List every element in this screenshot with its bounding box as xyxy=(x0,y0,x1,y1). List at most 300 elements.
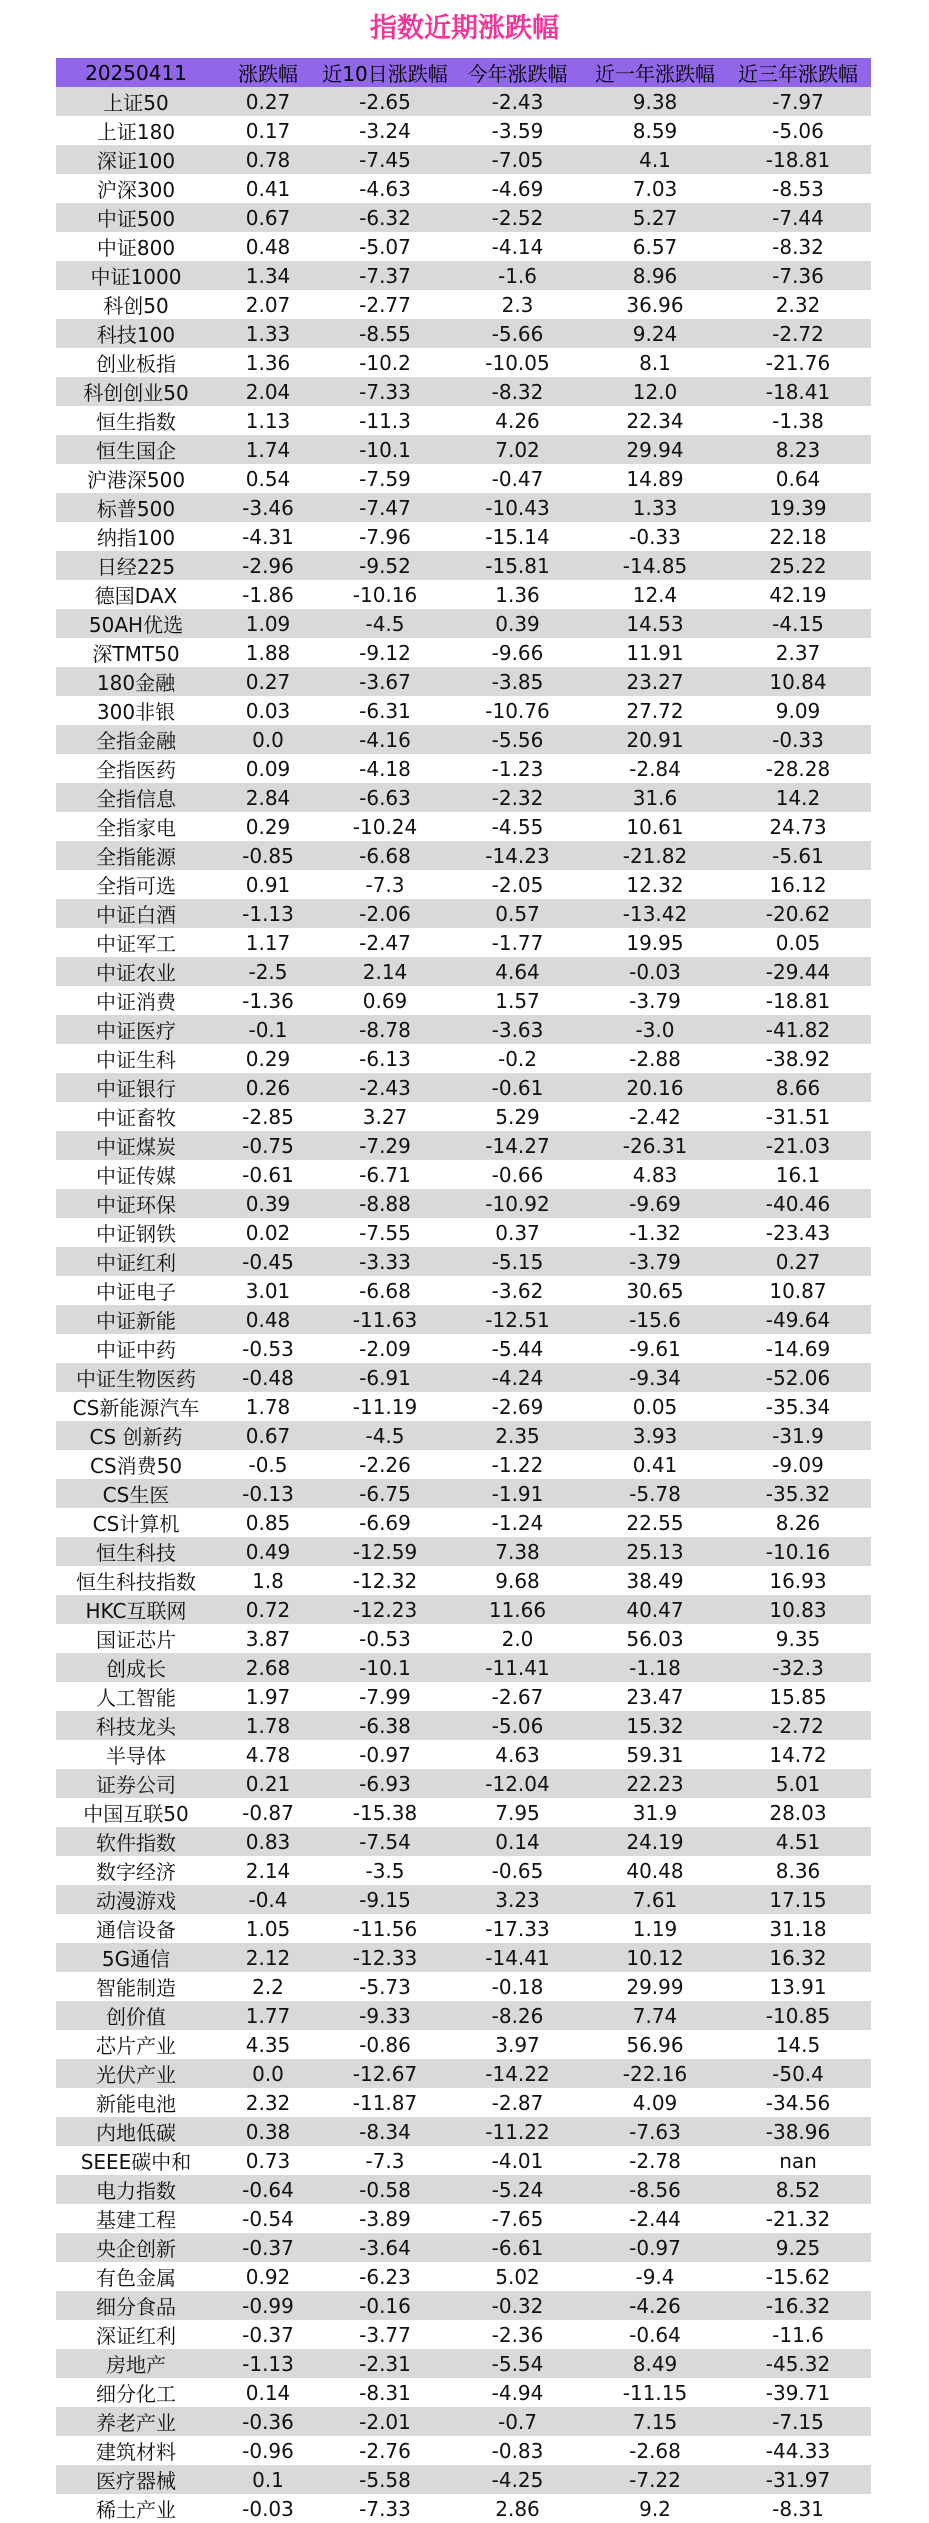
ytd-change-cell: -8.32 xyxy=(450,377,585,406)
index-name-cell: 深证100 xyxy=(56,145,216,174)
change-3year-cell: 0.05 xyxy=(725,928,871,957)
change-1year-cell: -22.16 xyxy=(585,2059,725,2088)
daily-change-cell: 0.38 xyxy=(216,2117,320,2146)
daily-change-cell: -2.5 xyxy=(216,957,320,986)
change-1year-cell: 7.15 xyxy=(585,2407,725,2436)
change-3year-cell: -52.06 xyxy=(725,1363,871,1392)
change-3year-cell: -8.32 xyxy=(725,232,871,261)
daily-change-cell: 0.1 xyxy=(216,2465,320,2494)
change-3year-cell: -21.03 xyxy=(725,1131,871,1160)
change-10day-cell: -2.47 xyxy=(320,928,450,957)
change-10day-cell: -3.33 xyxy=(320,1247,450,1276)
daily-change-cell: 0.29 xyxy=(216,812,320,841)
daily-change-cell: -2.96 xyxy=(216,551,320,580)
change-1year-cell: -2.68 xyxy=(585,2436,725,2465)
index-name-cell: CS生医 xyxy=(56,1479,216,1508)
change-3year-cell: -18.41 xyxy=(725,377,871,406)
table-row xyxy=(56,1392,871,1421)
daily-change-cell: 1.13 xyxy=(216,406,320,435)
table-row xyxy=(56,203,871,232)
table-row xyxy=(56,2262,871,2291)
change-3year-cell: 28.03 xyxy=(725,1798,871,1827)
change-1year-cell: -7.63 xyxy=(585,2117,725,2146)
change-1year-cell: -7.22 xyxy=(585,2465,725,2494)
ytd-change-cell: -15.81 xyxy=(450,551,585,580)
ytd-change-cell: -2.52 xyxy=(450,203,585,232)
table-row xyxy=(56,1479,871,1508)
daily-change-cell: -0.36 xyxy=(216,2407,320,2436)
change-3year-cell: -20.62 xyxy=(725,899,871,928)
change-3year-cell: -8.31 xyxy=(725,2494,871,2523)
change-10day-cell: -11.19 xyxy=(320,1392,450,1421)
change-10day-cell: -8.78 xyxy=(320,1015,450,1044)
change-1year-cell: 12.4 xyxy=(585,580,725,609)
table-row xyxy=(56,1218,871,1247)
change-1year-cell: -3.0 xyxy=(585,1015,725,1044)
change-10day-cell: -6.68 xyxy=(320,1276,450,1305)
table-row xyxy=(56,1450,871,1479)
daily-change-cell: 0.03 xyxy=(216,696,320,725)
change-10day-cell: -4.5 xyxy=(320,609,450,638)
change-10day-cell: -8.31 xyxy=(320,2378,450,2407)
change-3year-cell: 16.32 xyxy=(725,1943,871,1972)
change-1year-cell: 4.83 xyxy=(585,1160,725,1189)
change-1year-cell: 23.47 xyxy=(585,1682,725,1711)
ytd-change-cell: 11.66 xyxy=(450,1595,585,1624)
ytd-change-cell: -0.18 xyxy=(450,1972,585,2001)
change-1year-cell: 12.32 xyxy=(585,870,725,899)
ytd-change-cell: 3.97 xyxy=(450,2030,585,2059)
change-1year-cell: -14.85 xyxy=(585,551,725,580)
daily-change-cell: -0.64 xyxy=(216,2175,320,2204)
index-name-cell: 数字经济 xyxy=(56,1856,216,1885)
index-name-cell: 电力指数 xyxy=(56,2175,216,2204)
index-name-cell: 沪深300 xyxy=(56,174,216,203)
daily-change-cell: 0.27 xyxy=(216,667,320,696)
daily-change-cell: -0.45 xyxy=(216,1247,320,1276)
ytd-change-cell: -12.51 xyxy=(450,1305,585,1334)
index-name-cell: 中证红利 xyxy=(56,1247,216,1276)
table-row xyxy=(56,377,871,406)
change-10day-cell: -15.38 xyxy=(320,1798,450,1827)
change-10day-cell: -7.45 xyxy=(320,145,450,174)
change-3year-cell: 14.72 xyxy=(725,1740,871,1769)
ytd-change-cell: -15.14 xyxy=(450,522,585,551)
ytd-change-cell: 0.39 xyxy=(450,609,585,638)
ytd-change-cell: -10.05 xyxy=(450,348,585,377)
change-3year-cell: -5.06 xyxy=(725,116,871,145)
ytd-change-cell: -14.23 xyxy=(450,841,585,870)
change-3year-cell: -11.6 xyxy=(725,2320,871,2349)
table-row xyxy=(56,2233,871,2262)
change-3year-cell: 16.1 xyxy=(725,1160,871,1189)
table-row xyxy=(56,1914,871,1943)
daily-change-cell: -1.86 xyxy=(216,580,320,609)
header-date: 20250411 xyxy=(56,58,216,87)
change-10day-cell: -0.53 xyxy=(320,1624,450,1653)
ytd-change-cell: -5.44 xyxy=(450,1334,585,1363)
change-3year-cell: -18.81 xyxy=(725,145,871,174)
index-name-cell: 中证生科 xyxy=(56,1044,216,1073)
change-10day-cell: -12.33 xyxy=(320,1943,450,1972)
table-row xyxy=(56,1972,871,2001)
ytd-change-cell: -0.7 xyxy=(450,2407,585,2436)
change-3year-cell: 9.35 xyxy=(725,1624,871,1653)
change-1year-cell: -21.82 xyxy=(585,841,725,870)
table-row xyxy=(56,899,871,928)
ytd-change-cell: 3.23 xyxy=(450,1885,585,1914)
change-10day-cell: -9.15 xyxy=(320,1885,450,1914)
change-10day-cell: -10.1 xyxy=(320,1653,450,1682)
change-3year-cell: -21.32 xyxy=(725,2204,871,2233)
table-body xyxy=(56,87,871,2523)
daily-change-cell: 0.85 xyxy=(216,1508,320,1537)
change-10day-cell: -11.63 xyxy=(320,1305,450,1334)
change-10day-cell: -9.12 xyxy=(320,638,450,667)
ytd-change-cell: -5.24 xyxy=(450,2175,585,2204)
daily-change-cell: 0.27 xyxy=(216,87,320,116)
ytd-change-cell: -5.15 xyxy=(450,1247,585,1276)
daily-change-cell: 0.91 xyxy=(216,870,320,899)
change-1year-cell: 3.93 xyxy=(585,1421,725,1450)
change-1year-cell: 8.1 xyxy=(585,348,725,377)
change-1year-cell: 15.32 xyxy=(585,1711,725,1740)
daily-change-cell: 2.07 xyxy=(216,290,320,319)
index-name-cell: 中证环保 xyxy=(56,1189,216,1218)
ytd-change-cell: -0.83 xyxy=(450,2436,585,2465)
daily-change-cell: 0.39 xyxy=(216,1189,320,1218)
ytd-change-cell: 4.26 xyxy=(450,406,585,435)
index-name-cell: 5G通信 xyxy=(56,1943,216,1972)
daily-change-cell: 0.72 xyxy=(216,1595,320,1624)
change-3year-cell: -7.44 xyxy=(725,203,871,232)
table-row xyxy=(56,2030,871,2059)
daily-change-cell: 2.2 xyxy=(216,1972,320,2001)
ytd-change-cell: -4.01 xyxy=(450,2146,585,2175)
table-row xyxy=(56,1827,871,1856)
index-name-cell: 动漫游戏 xyxy=(56,1885,216,1914)
daily-change-cell: 1.09 xyxy=(216,609,320,638)
table-row xyxy=(56,1740,871,1769)
change-1year-cell: 40.47 xyxy=(585,1595,725,1624)
ytd-change-cell: -7.65 xyxy=(450,2204,585,2233)
change-10day-cell: -2.26 xyxy=(320,1450,450,1479)
change-10day-cell: -7.37 xyxy=(320,261,450,290)
table-row xyxy=(56,1334,871,1363)
change-10day-cell: -0.58 xyxy=(320,2175,450,2204)
change-1year-cell: 8.59 xyxy=(585,116,725,145)
change-3year-cell: 13.91 xyxy=(725,1972,871,2001)
change-3year-cell: -45.32 xyxy=(725,2349,871,2378)
change-10day-cell: -4.63 xyxy=(320,174,450,203)
change-1year-cell: 8.49 xyxy=(585,2349,725,2378)
change-1year-cell: 19.95 xyxy=(585,928,725,957)
change-3year-cell: -18.81 xyxy=(725,986,871,1015)
ytd-change-cell: -14.22 xyxy=(450,2059,585,2088)
change-10day-cell: -10.16 xyxy=(320,580,450,609)
index-name-cell: 中国互联50 xyxy=(56,1798,216,1827)
table-row xyxy=(56,2059,871,2088)
table-row xyxy=(56,2204,871,2233)
change-10day-cell: -0.86 xyxy=(320,2030,450,2059)
ytd-change-cell: -6.61 xyxy=(450,2233,585,2262)
change-1year-cell: -2.42 xyxy=(585,1102,725,1131)
change-1year-cell: 31.9 xyxy=(585,1798,725,1827)
daily-change-cell: -0.99 xyxy=(216,2291,320,2320)
change-3year-cell: nan xyxy=(725,2146,871,2175)
change-3year-cell: -50.4 xyxy=(725,2059,871,2088)
index-name-cell: 建筑材料 xyxy=(56,2436,216,2465)
index-name-cell: 国证芯片 xyxy=(56,1624,216,1653)
index-name-cell: 光伏产业 xyxy=(56,2059,216,2088)
daily-change-cell: 1.33 xyxy=(216,319,320,348)
change-1year-cell: -1.32 xyxy=(585,1218,725,1247)
ytd-change-cell: -0.66 xyxy=(450,1160,585,1189)
index-name-cell: 上证50 xyxy=(56,87,216,116)
table-row xyxy=(56,1421,871,1450)
table-row xyxy=(56,1044,871,1073)
table-row xyxy=(56,493,871,522)
change-1year-cell: 20.16 xyxy=(585,1073,725,1102)
daily-change-cell: -0.61 xyxy=(216,1160,320,1189)
change-1year-cell: -4.26 xyxy=(585,2291,725,2320)
ytd-change-cell: -1.22 xyxy=(450,1450,585,1479)
change-10day-cell: -3.67 xyxy=(320,667,450,696)
index-name-cell: 德国DAX xyxy=(56,580,216,609)
ytd-change-cell: 4.63 xyxy=(450,1740,585,1769)
table-row xyxy=(56,261,871,290)
index-name-cell: 通信设备 xyxy=(56,1914,216,1943)
change-3year-cell: 5.01 xyxy=(725,1769,871,1798)
change-1year-cell: 40.48 xyxy=(585,1856,725,1885)
change-10day-cell: -3.5 xyxy=(320,1856,450,1885)
index-name-cell: 全指信息 xyxy=(56,783,216,812)
change-10day-cell: -4.16 xyxy=(320,725,450,754)
index-name-cell: 日经225 xyxy=(56,551,216,580)
change-1year-cell: 0.41 xyxy=(585,1450,725,1479)
change-1year-cell: 0.05 xyxy=(585,1392,725,1421)
daily-change-cell: -4.31 xyxy=(216,522,320,551)
change-3year-cell: -7.36 xyxy=(725,261,871,290)
ytd-change-cell: -3.59 xyxy=(450,116,585,145)
index-name-cell: 恒生科技指数 xyxy=(56,1566,216,1595)
daily-change-cell: 0.29 xyxy=(216,1044,320,1073)
index-name-cell: 科创50 xyxy=(56,290,216,319)
table-row xyxy=(56,2436,871,2465)
change-3year-cell: -44.33 xyxy=(725,2436,871,2465)
page-title: 指数近期涨跌幅 xyxy=(370,13,559,44)
index-name-cell: CS消费50 xyxy=(56,1450,216,1479)
index-name-cell: 基建工程 xyxy=(56,2204,216,2233)
table-row xyxy=(56,1595,871,1624)
change-3year-cell: -14.69 xyxy=(725,1334,871,1363)
header-3year-change: 近三年涨跌幅 xyxy=(725,58,871,87)
daily-change-cell: 0.09 xyxy=(216,754,320,783)
change-10day-cell: -12.59 xyxy=(320,1537,450,1566)
table-row xyxy=(56,2088,871,2117)
daily-change-cell: 0.83 xyxy=(216,1827,320,1856)
index-name-cell: 全指金融 xyxy=(56,725,216,754)
change-3year-cell: 24.73 xyxy=(725,812,871,841)
change-10day-cell: -6.69 xyxy=(320,1508,450,1537)
change-3year-cell: 8.36 xyxy=(725,1856,871,1885)
index-name-cell: 180金融 xyxy=(56,667,216,696)
change-10day-cell: -2.31 xyxy=(320,2349,450,2378)
index-name-cell: 300非银 xyxy=(56,696,216,725)
change-1year-cell: -2.88 xyxy=(585,1044,725,1073)
table-row xyxy=(56,116,871,145)
index-name-cell: 创价值 xyxy=(56,2001,216,2030)
index-name-cell: 中证生物医药 xyxy=(56,1363,216,1392)
change-3year-cell: -35.32 xyxy=(725,1479,871,1508)
daily-change-cell: -0.4 xyxy=(216,1885,320,1914)
change-1year-cell: 24.19 xyxy=(585,1827,725,1856)
ytd-change-cell: -10.43 xyxy=(450,493,585,522)
ytd-change-cell: 0.37 xyxy=(450,1218,585,1247)
table-row xyxy=(56,1856,871,1885)
change-1year-cell: -11.15 xyxy=(585,2378,725,2407)
daily-change-cell: -1.13 xyxy=(216,2349,320,2378)
ytd-change-cell: -1.77 xyxy=(450,928,585,957)
table-row xyxy=(56,319,871,348)
change-1year-cell: -0.33 xyxy=(585,522,725,551)
daily-change-cell: 4.35 xyxy=(216,2030,320,2059)
table-row xyxy=(56,464,871,493)
index-name-cell: 中证消费 xyxy=(56,986,216,1015)
change-10day-cell: -7.3 xyxy=(320,2146,450,2175)
table-header-row xyxy=(56,58,871,87)
table-row xyxy=(56,1885,871,1914)
daily-change-cell: 0.67 xyxy=(216,203,320,232)
index-name-cell: 创成长 xyxy=(56,1653,216,1682)
daily-change-cell: -0.85 xyxy=(216,841,320,870)
ytd-change-cell: 7.02 xyxy=(450,435,585,464)
change-1year-cell: -9.34 xyxy=(585,1363,725,1392)
change-1year-cell: -5.78 xyxy=(585,1479,725,1508)
table-row xyxy=(56,1363,871,1392)
daily-change-cell: 0.48 xyxy=(216,232,320,261)
daily-change-cell: 0.78 xyxy=(216,145,320,174)
table-row xyxy=(56,1160,871,1189)
ytd-change-cell: -2.43 xyxy=(450,87,585,116)
change-10day-cell: -2.06 xyxy=(320,899,450,928)
change-10day-cell: -2.65 xyxy=(320,87,450,116)
change-10day-cell: 3.27 xyxy=(320,1102,450,1131)
change-3year-cell: -28.28 xyxy=(725,754,871,783)
change-1year-cell: -0.97 xyxy=(585,2233,725,2262)
table-row xyxy=(56,1943,871,1972)
change-10day-cell: -6.68 xyxy=(320,841,450,870)
header-ytd-change: 今年涨跌幅 xyxy=(450,58,585,87)
change-3year-cell: -7.15 xyxy=(725,2407,871,2436)
daily-change-cell: 0.17 xyxy=(216,116,320,145)
change-3year-cell: 19.39 xyxy=(725,493,871,522)
change-3year-cell: -9.09 xyxy=(725,1450,871,1479)
table-row xyxy=(56,2117,871,2146)
change-10day-cell: -10.24 xyxy=(320,812,450,841)
index-name-cell: 央企创新 xyxy=(56,2233,216,2262)
daily-change-cell: 4.78 xyxy=(216,1740,320,1769)
change-1year-cell: 14.89 xyxy=(585,464,725,493)
ytd-change-cell: 1.36 xyxy=(450,580,585,609)
change-1year-cell: 56.03 xyxy=(585,1624,725,1653)
table-row xyxy=(56,174,871,203)
change-1year-cell: 38.49 xyxy=(585,1566,725,1595)
daily-change-cell: 1.34 xyxy=(216,261,320,290)
change-10day-cell: -2.77 xyxy=(320,290,450,319)
index-name-cell: 软件指数 xyxy=(56,1827,216,1856)
change-10day-cell: -6.63 xyxy=(320,783,450,812)
change-10day-cell: -6.75 xyxy=(320,1479,450,1508)
ytd-change-cell: -0.65 xyxy=(450,1856,585,1885)
daily-change-cell: 1.97 xyxy=(216,1682,320,1711)
change-1year-cell: 36.96 xyxy=(585,290,725,319)
ytd-change-cell: -0.47 xyxy=(450,464,585,493)
change-10day-cell: -6.13 xyxy=(320,1044,450,1073)
daily-change-cell: -0.53 xyxy=(216,1334,320,1363)
change-3year-cell: -10.16 xyxy=(725,1537,871,1566)
ytd-change-cell: 9.68 xyxy=(450,1566,585,1595)
header-daily-change: 涨跌幅 xyxy=(216,58,320,87)
index-name-cell: 中证新能 xyxy=(56,1305,216,1334)
daily-change-cell: -0.5 xyxy=(216,1450,320,1479)
ytd-change-cell: -8.26 xyxy=(450,2001,585,2030)
index-name-cell: 全指家电 xyxy=(56,812,216,841)
change-10day-cell: -10.1 xyxy=(320,435,450,464)
daily-change-cell: 1.05 xyxy=(216,1914,320,1943)
change-3year-cell: 17.15 xyxy=(725,1885,871,1914)
table-row xyxy=(56,1624,871,1653)
index-name-cell: 中证军工 xyxy=(56,928,216,957)
ytd-change-cell: -0.61 xyxy=(450,1073,585,1102)
table-row xyxy=(56,1566,871,1595)
change-3year-cell: -38.96 xyxy=(725,2117,871,2146)
daily-change-cell: -0.96 xyxy=(216,2436,320,2465)
change-3year-cell: -5.61 xyxy=(725,841,871,870)
change-3year-cell: -49.64 xyxy=(725,1305,871,1334)
change-10day-cell: -8.34 xyxy=(320,2117,450,2146)
change-3year-cell: 10.83 xyxy=(725,1595,871,1624)
ytd-change-cell: -4.55 xyxy=(450,812,585,841)
ytd-change-cell: 0.14 xyxy=(450,1827,585,1856)
change-1year-cell: 7.03 xyxy=(585,174,725,203)
change-3year-cell: 31.18 xyxy=(725,1914,871,1943)
table-row xyxy=(56,435,871,464)
index-name-cell: 证券公司 xyxy=(56,1769,216,1798)
daily-change-cell: 2.68 xyxy=(216,1653,320,1682)
change-1year-cell: -1.18 xyxy=(585,1653,725,1682)
change-10day-cell: -0.16 xyxy=(320,2291,450,2320)
change-10day-cell: -7.33 xyxy=(320,377,450,406)
change-1year-cell: 6.57 xyxy=(585,232,725,261)
table-row xyxy=(56,1508,871,1537)
change-10day-cell: -10.2 xyxy=(320,348,450,377)
change-10day-cell: -7.54 xyxy=(320,1827,450,1856)
change-1year-cell: 11.91 xyxy=(585,638,725,667)
change-3year-cell: 2.32 xyxy=(725,290,871,319)
index-performance-table xyxy=(56,58,871,2523)
header-1year-change: 近一年涨跌幅 xyxy=(585,58,725,87)
index-name-cell: 稀土产业 xyxy=(56,2494,216,2523)
change-1year-cell: 7.74 xyxy=(585,2001,725,2030)
table-row xyxy=(56,522,871,551)
table-row xyxy=(56,2175,871,2204)
table-row xyxy=(56,754,871,783)
change-3year-cell: 2.37 xyxy=(725,638,871,667)
index-name-cell: 中证银行 xyxy=(56,1073,216,1102)
table-row xyxy=(56,2320,871,2349)
index-name-cell: 纳指100 xyxy=(56,522,216,551)
